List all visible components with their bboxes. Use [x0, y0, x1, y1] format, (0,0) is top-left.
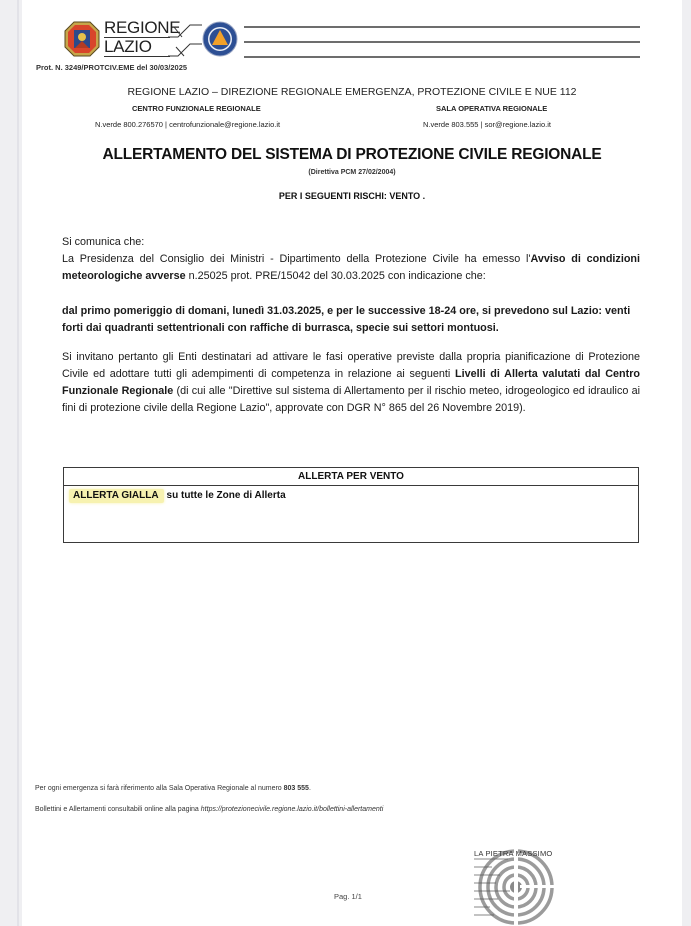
sala-operativa-contact: N.verde 803.555 | sor@regione.lazio.it: [423, 120, 551, 129]
viewer-gutter: [17, 0, 19, 926]
document-title: ALLERTAMENTO DEL SISTEMA DI PROTEZIONE CIVILE REGIONALE: [102, 146, 602, 163]
sala-operativa-title: SALA OPERATIVA REGIONALE: [436, 104, 548, 113]
protezione-civile-emblem-icon: [202, 21, 238, 57]
text: n.25025 prot. PRE/15042 del 30.03.2025 con indicazione che:: [185, 270, 486, 282]
document-page: [22, 0, 682, 926]
risks-line: PER I SEGUENTI RISCHI: VENTO .: [278, 191, 426, 201]
text: .: [308, 785, 311, 792]
signatory-name: LA PIETRA MASSIMO: [474, 849, 553, 858]
paragraph-instructions: [62, 349, 640, 417]
alert-scope: su tutte le Zone di Allerta: [166, 490, 286, 501]
logo-lazio-text: LAZIO: [104, 37, 152, 56]
bulletins-note: [35, 806, 383, 813]
logo-divider: [104, 56, 170, 57]
document-subtitle: (Direttiva PCM 27/02/2004): [308, 169, 396, 176]
paragraph-intro: Si comunica che:: [62, 236, 145, 248]
text: (di cui alle "Direttive sul sistema di Allertamento per il rischio meteo, idrogeologico ed idraulico ai fini di protezione civile della Regione Lazio", approvate con DGR N° 865 del 26 Novembre 2019).: [62, 385, 640, 414]
alert-level-badge: ALLERTA GIALLA: [69, 489, 164, 503]
paragraph-body: [62, 251, 640, 285]
logo-regione-text: REGIONE: [104, 18, 181, 37]
text: Bollettini e Allertamenti consultabili online alla pagina: [35, 806, 201, 813]
paragraph-communication: [62, 234, 640, 285]
alert-table-header: ALLERTA PER VENTO: [64, 468, 638, 486]
alert-table: [63, 467, 639, 543]
signature-stamp-icon: [470, 847, 562, 926]
direzione-heading: REGIONE LAZIO – DIREZIONE REGIONALE EMERGENZA, PROTEZIONE CIVILE E NUE 112: [127, 86, 577, 98]
alert-table-row: [64, 486, 638, 501]
logo-chevron-icon: [168, 19, 202, 59]
bold-text: Avviso di condizioni meteorologiche avverse: [62, 253, 641, 282]
protocol-number: Prot. N. 3249/PROTCIV.EME del 30/03/2025: [36, 63, 188, 72]
bulletins-link[interactable]: https://protezionecivile.regione.lazio.it/bollettini-allertamenti: [200, 806, 384, 813]
regione-lazio-emblem-icon: [64, 21, 100, 57]
page-number: Pag. 1/1: [334, 892, 362, 901]
text: Per ogni emergenza si farà riferimento alla Sala Operativa Regionale al numero: [35, 785, 284, 792]
header-line: [244, 56, 640, 58]
emergency-number: 803 555: [283, 785, 309, 792]
emergency-note: [35, 785, 311, 792]
bold-text: Livelli di Allerta valutati dal Centro Funzionale Regionale: [62, 368, 640, 397]
header-line: [244, 41, 640, 43]
centro-funzionale-title: CENTRO FUNZIONALE REGIONALE: [132, 104, 261, 113]
paragraph-forecast: dal primo pomeriggio di domani, lunedì 31.03.2025, e per le successive 18-24 ore, si prevedono sul Lazio: venti forti dai quadranti settentrionali con raffiche di burrasca, specie sui settori montuosi.: [62, 305, 631, 334]
text: La Presidenza del Consiglio dei Ministri - Dipartimento della Protezione Civile ha emesso l': [62, 253, 531, 265]
header-line: [244, 26, 640, 28]
text: Si invitano pertanto gli Enti destinatari ad attivare le fasi operative previste dalla propria pianificazione di Protezione Civile ed adottare tutti gli adempimenti di competenza in relazione ai seguenti: [62, 351, 640, 380]
centro-funzionale-contact: N.verde 800.276570 | centrofunzionale@regione.lazio.it: [95, 120, 281, 129]
